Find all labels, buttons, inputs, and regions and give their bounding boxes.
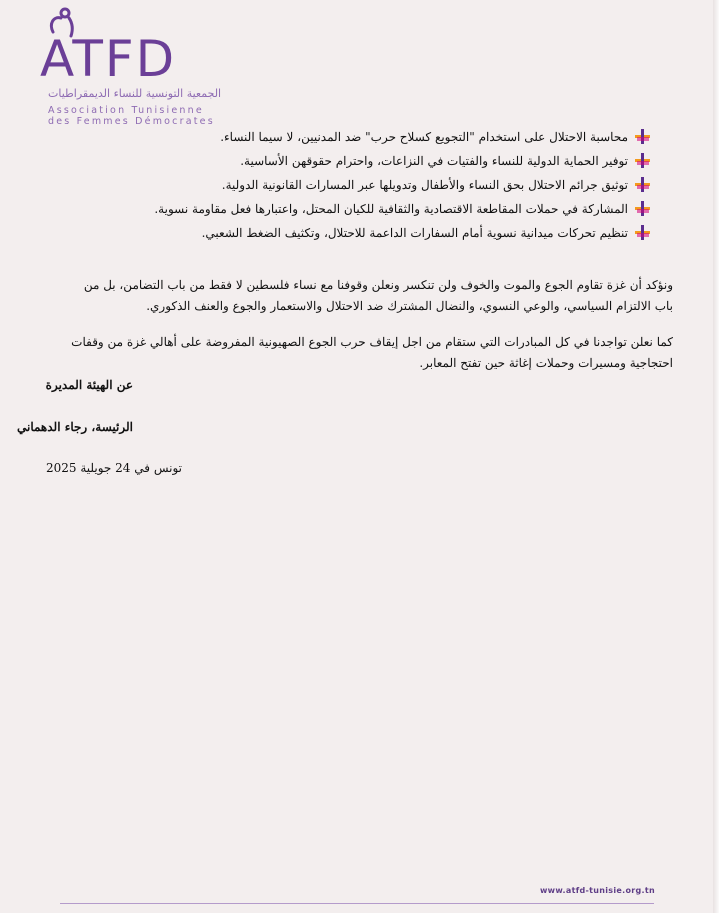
signature-president: الرئيسة، رجاء الدهماني [16,420,133,434]
logo-arabic-name: الجمعية التونسية للنساء الديمقراطيات [48,87,222,100]
bullet-icon [634,224,651,241]
initiatives-paragraph: كما نعلن تواجدنا في كل المبادرات التي ستقام من اجل إيقاف حرب الجوع الصهيونية المفروضة على أهالي غزة من وقفات احتجاجية ومسيرات وحملات إغاثة حين تفتح المعابر. [71,335,673,370]
logo-text: ATFD [40,30,177,88]
list-item-text: توفير الحماية الدولية للنساء والفتيات في النزاعات، واحترام حقوقهن الأساسية. [240,154,628,168]
list-item-text: محاسبة الاحتلال على استخدام "التجويع كسلاح حرب" ضد المدنيين، لا سيما النساء. [220,130,628,144]
list-item-text: توثيق جرائم الاحتلال بحق النساء والأطفال وتدويلها عبر المسارات القانونية الدولية. [221,178,628,192]
bullet-icon [634,128,651,145]
bullet-icon [634,200,651,217]
list-item [91,151,651,175]
list-item [91,127,651,151]
document-date: تونس في 24 جويلية 2025 [46,461,182,475]
footer-website: www.atfd-tunisie.org.tn [539,886,655,895]
list-item-text: المشاركة في حملات المقاطعة الاقتصادية والثقافية للكيان المحتل، واعتبارها فعل مقاومة نسوية. [154,202,628,216]
bullet-icon [634,176,651,193]
logo-french-line1: Association Tunisienne [48,105,204,116]
footer-divider [60,903,654,904]
signature-on-behalf: عن الهيئة المديرة [45,378,133,392]
solidarity-paragraph: ونؤكد أن غزة تقاوم الجوع والموت والخوف ولن تنكسر ونعلن وقوفنا مع نساء فلسطين لا فقط من باب التضامن، بل من باب الالتزام السياسي، والوعي النسوي، والنضال المشترك ضد الاحتلال والاستعمار والجوع والعنف الذكوري. [83,278,673,313]
list-item [91,223,651,247]
bullet-icon [634,152,651,169]
demands-list [91,127,651,247]
logo-french-line2: des Femmes Démocrates [48,116,215,127]
list-item-text: تنظيم تحركات ميدانية نسوية أمام السفارات الداعمة للاحتلال، وتكثيف الضغط الشعبي. [201,226,628,240]
page-edge [713,0,719,913]
list-item [91,175,651,199]
list-item [91,199,651,223]
